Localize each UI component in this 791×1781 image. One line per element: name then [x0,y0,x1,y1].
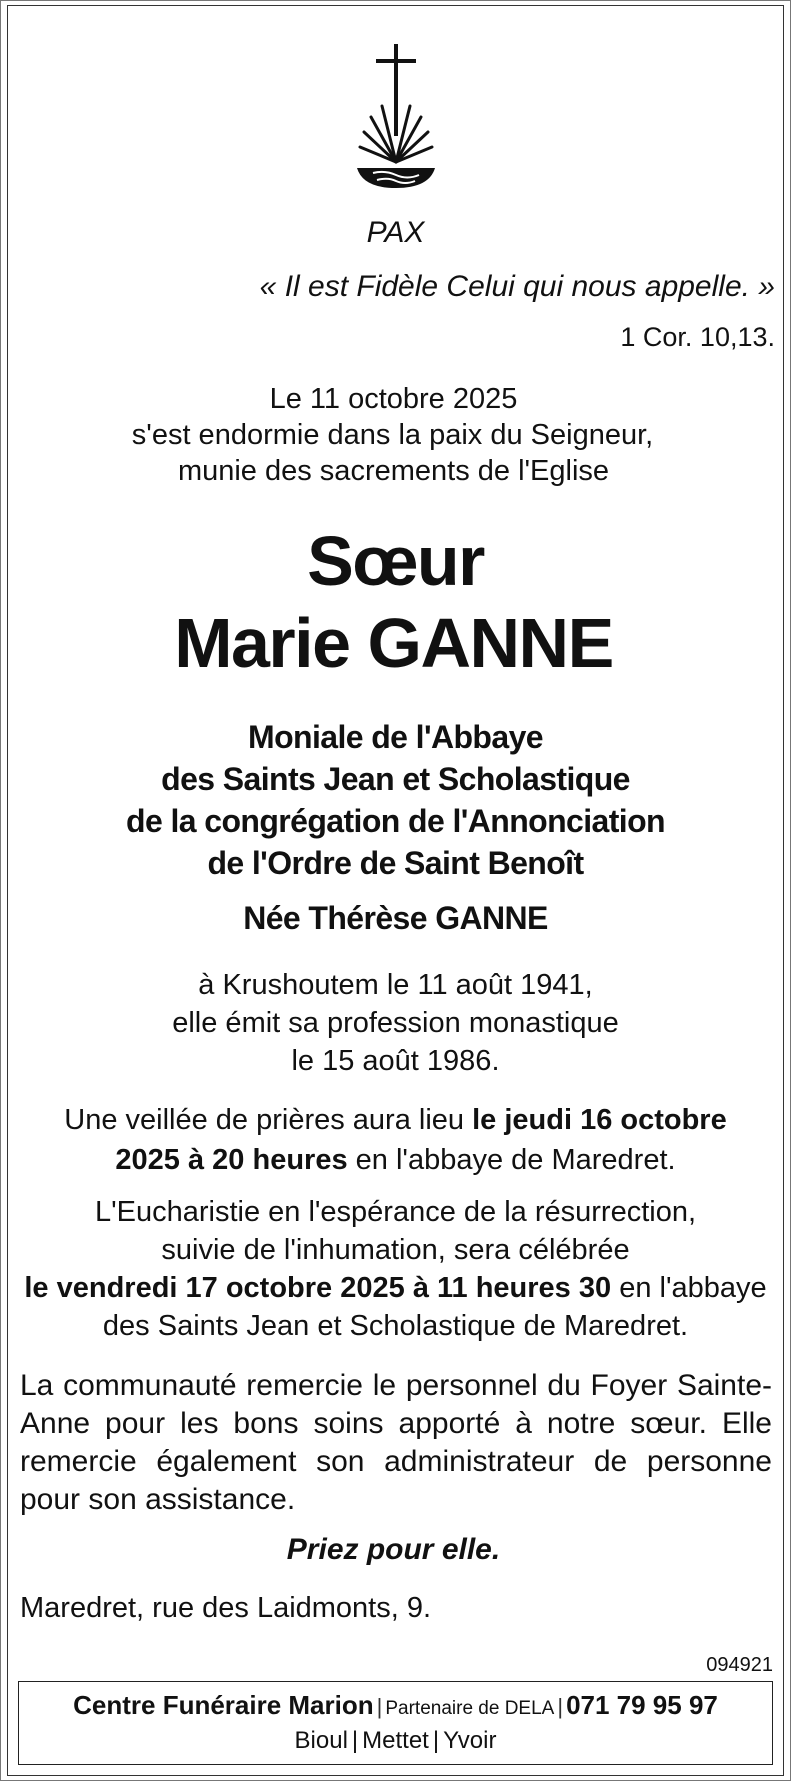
thanks-paragraph: La communauté remercie le personnel du Foyer Sainte-Anne pour les bons soins apporté à notre sœur. Elle remercie également son administrateur de personne pour son assistance. [20,1369,772,1516]
address: Maredret, rue des Laidmonts, 9. [20,1592,432,1624]
vigil-text: Une veillée de prières aura lieu [64,1104,473,1136]
cross-with-sun-rays-and-boat-icon [355,42,437,192]
vigil-location: en l'abbaye de Maredret. [347,1144,676,1176]
death-date-line: Le 11 octobre 2025 [269,383,518,415]
death-announcement [0,381,791,489]
vigil-date: le jeudi 16 octobre [472,1104,727,1136]
mass-line: L'Eucharistie en l'espérance de la résurrection, [94,1196,697,1228]
religious-titles [0,716,791,884]
name-full: Marie GANNE [174,604,613,682]
pax-heading: PAX [366,216,425,249]
location: Mettet [362,1727,429,1754]
separator: | [351,1727,359,1754]
funeral-home-locations [0,1727,791,1755]
separator: | [557,1694,564,1719]
deceased-name [0,520,791,684]
mass-line: suivie de l'inhumation, sera célébrée [161,1234,630,1266]
title-line: de la congrégation de l'Annonciation [126,803,665,839]
birth-name: Née Thérèse GANNE [243,900,548,936]
mass-announcement [0,1193,791,1345]
birth-line: elle émit sa profession monastique [172,1007,619,1039]
mass-location: en l'abbaye [611,1272,767,1304]
location: Yvoir [443,1727,497,1754]
death-line-3: munie des sacrements de l'Eglise [177,455,610,487]
funeral-home-line [0,1690,791,1721]
birth-line: à Krushoutem le 11 août 1941, [198,969,593,1001]
phone-number: 071 79 95 97 [566,1690,718,1720]
reference-number: 094921 [706,1654,773,1676]
funeral-home-name: Centre Funéraire Marion [73,1690,374,1720]
mass-datetime: le vendredi 17 octobre 2025 à 11 heures 30 [24,1272,612,1304]
mass-line: des Saints Jean et Scholastique de Maredret. [102,1310,689,1342]
vigil-announcement [0,1100,791,1180]
location: Bioul [294,1727,348,1754]
death-line-2: s'est endormie dans la paix du Seigneur, [131,419,654,451]
birth-details [0,966,791,1080]
prayer-request: Priez pour elle. [286,1533,501,1566]
separator: | [432,1727,440,1754]
separator: | [376,1694,383,1719]
vigil-time: 2025 à 20 heures [115,1144,348,1176]
birth-line: le 15 août 1986. [291,1045,500,1077]
title-line: des Saints Jean et Scholastique [161,761,630,797]
scripture-quote: « Il est Fidèle Celui qui nous appelle. » [259,270,775,303]
partner-label: Partenaire de DELA [385,1698,555,1719]
name-title: Sœur [307,522,484,600]
title-line: de l'Ordre de Saint Benoît [207,845,584,881]
title-line: Moniale de l'Abbaye [248,719,543,755]
scripture-reference: 1 Cor. 10,13. [620,322,775,352]
